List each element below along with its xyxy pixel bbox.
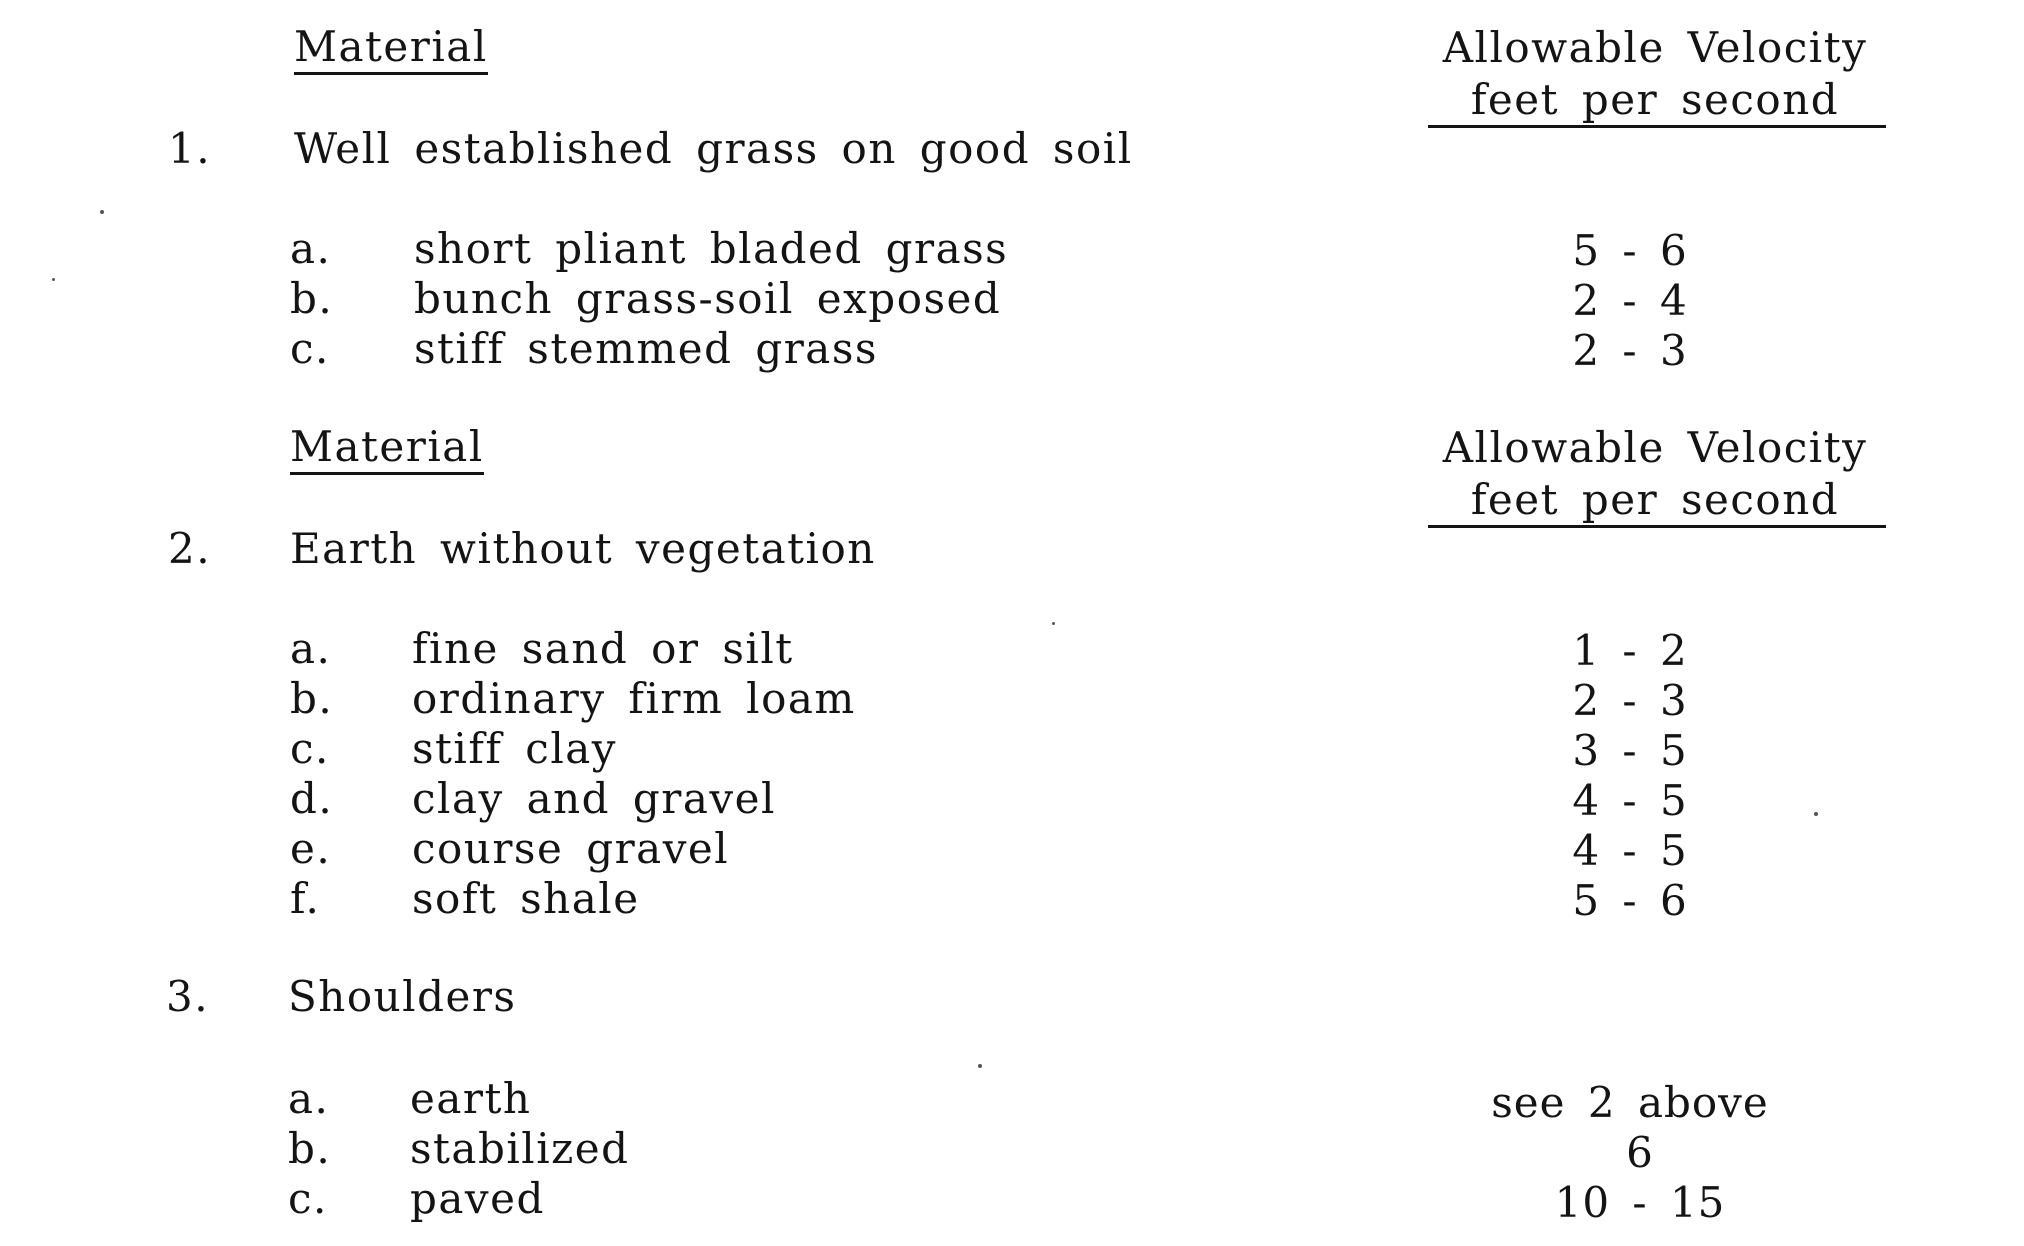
scan-speck	[100, 210, 104, 214]
item-letter: b.	[290, 274, 334, 323]
item-velocity: 3 - 5	[1572, 726, 1688, 775]
item-letter: b.	[290, 674, 334, 723]
item-letter: a.	[288, 1074, 330, 1123]
velocity-header-line1: Allowable Velocity	[1442, 423, 1868, 472]
item-name: fine sand or silt	[412, 624, 794, 673]
scan-speck	[978, 1064, 982, 1068]
item-name: short pliant bladed grass	[414, 224, 1009, 273]
item-letter: c.	[288, 1174, 328, 1223]
item-name: stiff stemmed grass	[414, 324, 878, 373]
material-header: Material	[290, 426, 484, 475]
section-title: Shoulders	[288, 972, 517, 1021]
item-velocity: see 2 above	[1491, 1078, 1769, 1127]
item-name: ordinary firm loam	[412, 674, 856, 723]
item-letter: d.	[290, 774, 334, 823]
section-number: 1.	[168, 124, 212, 173]
item-velocity: 2 - 3	[1572, 326, 1688, 375]
scan-speck	[1052, 622, 1055, 625]
section-number: 3.	[166, 972, 210, 1021]
scan-speck	[1814, 812, 1818, 816]
velocity-header	[1425, 22, 1885, 126]
item-velocity: 5 - 6	[1572, 226, 1688, 275]
section-title: Well established grass on good soil	[294, 124, 1133, 173]
item-name: soft shale	[412, 874, 640, 923]
velocity-header-line1: Allowable Velocity	[1442, 23, 1868, 72]
item-name: stiff clay	[412, 724, 618, 773]
item-letter: b.	[288, 1124, 332, 1173]
item-letter: a.	[290, 624, 332, 673]
velocity-header-line2: feet per second	[1470, 475, 1840, 524]
item-velocity: 6	[1626, 1128, 1654, 1177]
item-velocity: 2 - 3	[1572, 676, 1688, 725]
scan-speck	[52, 278, 55, 281]
item-letter: c.	[290, 724, 330, 773]
section-title: Earth without vegetation	[290, 524, 876, 573]
item-velocity: 2 - 4	[1572, 276, 1688, 325]
item-letter: c.	[290, 324, 330, 373]
velocity-header-line2: feet per second	[1470, 75, 1840, 124]
item-velocity: 4 - 5	[1572, 776, 1688, 825]
material-header: Material	[294, 26, 488, 75]
velocity-header-rule	[1428, 125, 1886, 128]
item-name: earth	[410, 1074, 532, 1123]
velocity-header-rule	[1428, 525, 1886, 528]
item-name: course gravel	[412, 824, 730, 873]
item-name: paved	[410, 1174, 545, 1223]
item-letter: a.	[290, 224, 332, 273]
item-velocity: 5 - 6	[1572, 876, 1688, 925]
velocity-header	[1425, 422, 1885, 526]
item-name: clay and gravel	[412, 774, 776, 823]
item-name: bunch grass-soil exposed	[414, 274, 1002, 323]
item-velocity: 1 - 2	[1572, 626, 1688, 675]
item-letter: e.	[290, 824, 332, 873]
item-velocity: 10 - 15	[1554, 1178, 1726, 1227]
item-velocity: 4 - 5	[1572, 826, 1688, 875]
item-letter: f.	[290, 874, 321, 923]
section-number: 2.	[168, 524, 212, 573]
item-name: stabilized	[410, 1124, 630, 1173]
